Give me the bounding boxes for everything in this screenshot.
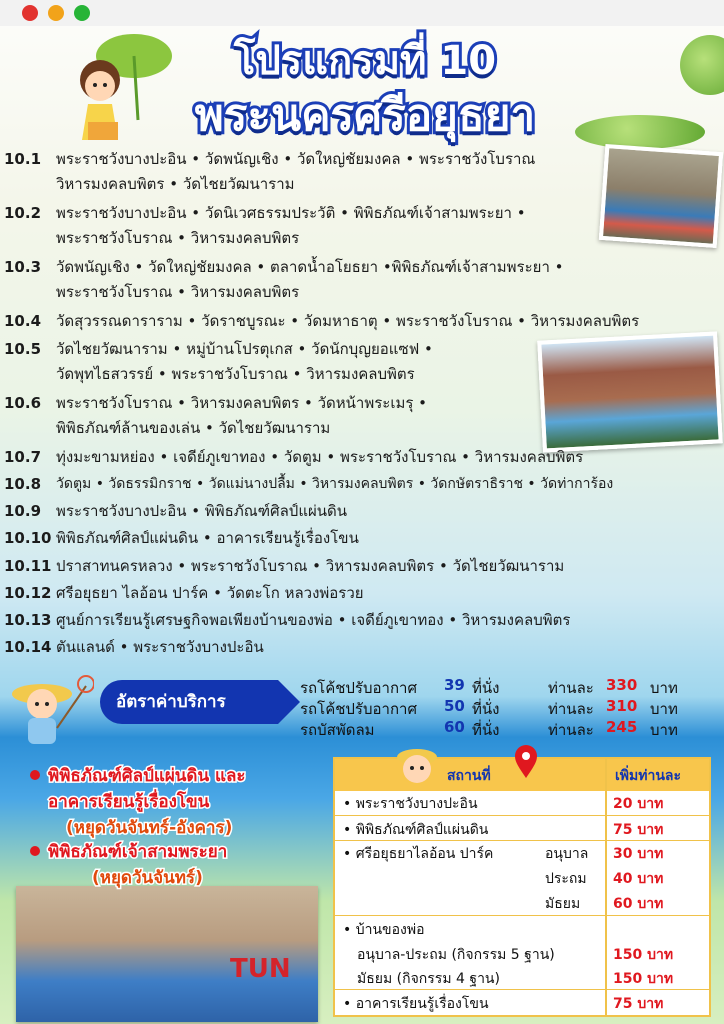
rate-each: ท่านละ xyxy=(548,679,594,697)
program-number: 10.1 xyxy=(4,150,42,168)
rate-currency: บาท xyxy=(650,700,678,718)
program-line: พระราชวังโบราณ • วิหารมงคลบพิตร xyxy=(56,283,300,301)
program-item-10-9 xyxy=(4,500,624,523)
lily-pad-decoration xyxy=(680,35,724,95)
service-rates-badge: อัตราค่าบริการ xyxy=(100,680,278,724)
program-line: ปราสาทนครหลวง • พระราชวังโบราณ • วิหารมงคลบพิตร • วัดไชยวัฒนาราม xyxy=(56,557,565,575)
rate-seat-unit: ที่นั่ง xyxy=(472,700,500,718)
program-line: พิพิธภัณฑ์ศิลป์แผ่นดิน • อาคารเรียนรู้เรื่องโขน xyxy=(56,529,359,547)
group-photo-museum xyxy=(16,886,318,1022)
program-title-line1: โปรแกรมที่ 10 xyxy=(233,38,497,84)
close-window-button[interactable] xyxy=(22,5,38,21)
closure-note-line: พิพิธภัณฑ์เจ้าสามพระยา xyxy=(48,842,228,862)
table-place: • พิพิธภัณฑ์ศิลป์แผ่นดิน xyxy=(343,822,489,838)
table-price: 75 บาท xyxy=(613,996,664,1012)
program-number: 10.2 xyxy=(4,204,42,222)
program-item-10-7 xyxy=(4,446,624,469)
row-divider xyxy=(335,815,709,816)
program-line: วัดพุทไธสวรรย์ • พระราชวังโบราณ • วิหารมงคลบพิตร xyxy=(56,365,415,383)
program-line: พระราชวังบางปะอิน • วัดพนัญเชิง • วัดใหญ่ชัยมงคล • พระราชวังโบราณ xyxy=(56,150,536,168)
program-line: พระราชวังบางปะอิน • วัดนิเวศธรรมประวัติ • พิพิธภัณฑ์เจ้าสามพระยา • xyxy=(56,204,526,222)
program-number: 10.14 xyxy=(4,638,52,656)
photo-letters: TUN xyxy=(230,954,291,984)
program-item-10-6 xyxy=(4,392,624,438)
rate-vehicle: รถโค้ชปรับอากาศ xyxy=(300,679,417,697)
program-item-10-3 xyxy=(4,256,624,302)
program-number: 10.5 xyxy=(4,340,42,358)
table-place: • บ้านของพ่อ xyxy=(343,922,425,938)
program-line: วัดตูม • วัดธรรมิกราช • วัดแม่นางปลื้ม • วิหารมงคลบพิตร • วัดกษัตราธิราช • วัดท่าการ้อง xyxy=(56,476,614,492)
rate-seats: 39 xyxy=(444,676,465,694)
rate-vehicle: รถบัสพัดลม xyxy=(300,721,375,739)
lily-pad-decoration xyxy=(575,115,705,149)
extra-fee-table xyxy=(333,757,711,1017)
program-item-10-12 xyxy=(4,582,624,605)
rate-seat-unit: ที่นั่ง xyxy=(472,721,500,739)
program-line: วัดสุวรรณดาราราม • วัดราชบูรณะ • วัดมหาธาตุ • พระราชวังโบราณ • วิหารมงคลบพิตร xyxy=(56,312,640,330)
rate-seat-unit: ที่นั่ง xyxy=(472,679,500,697)
maximize-window-button[interactable] xyxy=(74,5,90,21)
program-item-10-5 xyxy=(4,338,624,384)
closure-note-line: พิพิธภัณฑ์ศิลป์แผ่นดิน และ xyxy=(48,766,246,786)
closure-note-line: อาคารเรียนรู้เรื่องโขน xyxy=(48,792,210,812)
rate-price: 330 xyxy=(606,676,638,694)
row-divider xyxy=(335,840,709,841)
program-line: วัดพนัญเชิง • วัดใหญ่ชัยมงคล • ตลาดน้ำอโยธยา •พิพิธภัณฑ์เจ้าสามพระยา • xyxy=(56,258,564,276)
table-place: • ศรีอยุธยาไลอ้อน ปาร์ค xyxy=(343,846,494,862)
location-pin-icon xyxy=(513,745,539,779)
program-line: พิพิธภัณฑ์ล้านของเล่น • วัดไชยวัฒนาราม xyxy=(56,419,331,437)
program-item-10-10 xyxy=(4,527,624,550)
minimize-window-button[interactable] xyxy=(48,5,64,21)
kid-face-icon xyxy=(395,747,439,787)
program-number: 10.10 xyxy=(4,529,52,547)
row-divider xyxy=(335,989,709,990)
table-header-place: สถานที่ xyxy=(447,768,491,784)
window-titlebar xyxy=(0,0,724,26)
table-price: 150 บาท xyxy=(613,971,674,987)
program-number: 10.7 xyxy=(4,448,42,466)
table-price: 30 บาท xyxy=(613,846,664,862)
table-place: อนุบาล-ประถม (กิจกรรม 5 ฐาน) xyxy=(357,947,555,963)
program-line: ศรีอยุธยา ไลอ้อน ปาร์ค • วัดตะโก หลวงพ่อรวย xyxy=(56,584,364,602)
table-sub: มัธยม xyxy=(545,896,581,912)
table-place: • พระราชวังบางปะอิน xyxy=(343,796,478,812)
rate-currency: บาท xyxy=(650,679,678,697)
program-line: ทุ่งมะขามหย่อง • เจดีย์ภูเขาทอง • วัดตูม • พระราชวังโบราณ • วิหารมงคลบพิตร xyxy=(56,448,584,466)
program-line: ศูนย์การเรียนรู้เศรษฐกิจพอเพียงบ้านของพ่อ • เจดีย์ภูเขาทอง • วิหารมงคลบพิตร xyxy=(56,611,571,629)
program-number: 10.12 xyxy=(4,584,52,602)
program-number: 10.11 xyxy=(4,557,52,575)
program-line: วัดไชยวัฒนาราม • หมู่บ้านโปรตุเกส • วัดนักบุญยอแซฟ • xyxy=(56,340,433,358)
program-line: พระราชวังโบราณ • วิหารมงคลบพิตร xyxy=(56,229,300,247)
program-number: 10.4 xyxy=(4,312,42,330)
program-item-10-4 xyxy=(4,310,640,333)
program-number: 10.6 xyxy=(4,394,42,412)
rate-vehicle: รถโค้ชปรับอากาศ xyxy=(300,700,417,718)
program-item-10-1 xyxy=(4,148,624,194)
program-number: 10.13 xyxy=(4,611,52,629)
program-item-10-11 xyxy=(4,555,624,578)
closure-days: (หยุดวันจันทร์) xyxy=(92,868,203,888)
program-item-10-14 xyxy=(4,636,624,659)
table-price: 40 บาท xyxy=(613,871,664,887)
table-place: • อาคารเรียนรู้เรื่องโขน xyxy=(343,996,489,1012)
rate-price: 310 xyxy=(606,697,638,715)
program-line: ตันแลนด์ • พระราชวังบางปะอิน xyxy=(56,638,264,656)
rate-price: 245 xyxy=(606,718,638,736)
table-price: 20 บาท xyxy=(613,796,664,812)
rate-each: ท่านละ xyxy=(548,700,594,718)
table-header-add: เพิ่มท่านละ xyxy=(615,768,682,784)
program-number: 10.3 xyxy=(4,258,42,276)
program-line: พระราชวังโบราณ • วิหารมงคลบพิตร • วัดหน้าพระเมรุ • xyxy=(56,394,428,412)
table-price: 60 บาท xyxy=(613,896,664,912)
row-divider xyxy=(335,915,709,916)
program-line: พระราชวังบางปะอิน • พิพิธภัณฑ์ศิลป์แผ่นดิน xyxy=(56,502,348,520)
rate-seats: 50 xyxy=(444,697,465,715)
column-divider xyxy=(605,759,607,1015)
closure-bullet xyxy=(30,846,40,856)
table-price: 150 บาท xyxy=(613,947,674,963)
table-sub: ประถม xyxy=(545,871,587,887)
program-number: 10.9 xyxy=(4,502,42,520)
closure-days: (หยุดวันจันทร์-อังคาร) xyxy=(66,818,233,838)
kid-with-net-illustration xyxy=(2,672,94,748)
table-price: 75 บาท xyxy=(613,822,664,838)
program-item-10-13 xyxy=(4,609,624,632)
rate-each: ท่านละ xyxy=(548,721,594,739)
table-sub: อนุบาล xyxy=(545,846,589,862)
program-item-10-2 xyxy=(4,202,624,248)
rate-currency: บาท xyxy=(650,721,678,739)
rate-seats: 60 xyxy=(444,718,465,736)
program-number: 10.8 xyxy=(4,475,42,493)
closure-bullet xyxy=(30,770,40,780)
program-line: วิหารมงคลบพิตร • วัดไชยวัฒนาราม xyxy=(56,175,295,193)
program-item-10-8 xyxy=(4,473,624,496)
program-title-line2: พระนครศรีอยุธยา xyxy=(194,90,536,141)
table-place: มัธยม (กิจกรรม 4 ฐาน) xyxy=(357,971,500,987)
